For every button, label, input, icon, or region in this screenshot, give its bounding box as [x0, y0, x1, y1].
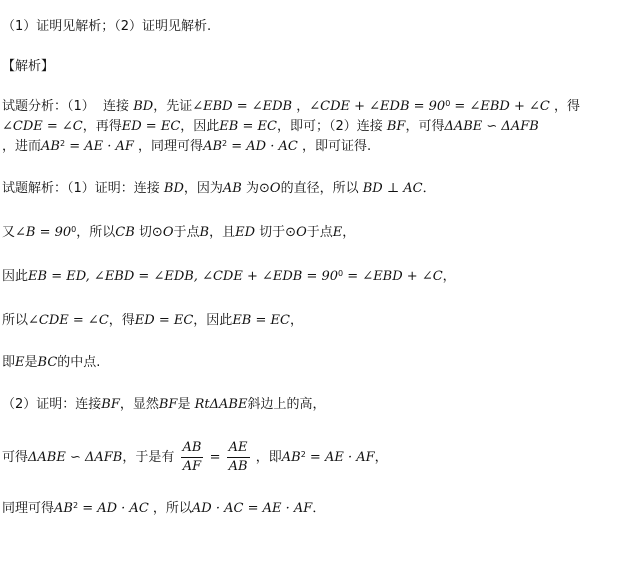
solution-line-2: 又∠B = $90^0$，所以CB 切⊙O于点B，且ED 切于⊙O于点E， [2, 225, 356, 240]
solution-line-1: 试题解析：（1）证明：连接 BD，因为AB 为⊙O的直径，所以 BD ⊥ AC． [2, 181, 436, 196]
solution-line-8: 同理可得$AB^2$ = AD · AC ，所以AD · AC = AE · AF． [2, 501, 326, 516]
solution-line-7: 可得ΔABE ∽ ΔAFB，于是有 $\frac{AB}{AF}$ = $\frac{AE}{AB}$ ，即$AB^2$ = AE · AF， [2, 440, 388, 474]
solution-line-5: 即E是BC的中点. [2, 355, 101, 370]
section-title: 【解析】 [2, 59, 55, 74]
analysis-line-3: ，进而$AB^2$ = AE · AF ，同理可得$AB^2$ = AD · AC ，即可证得. [2, 139, 372, 154]
solution-line-3: 因此EB = ED, ∠EBD = ∠EDB, ∠CDE + ∠EDB = $90^0$ = ∠EBD + ∠C， [2, 269, 456, 284]
fraction-ae-ab: $\frac{AE}{AB}$ [228, 440, 248, 474]
solution-line-6: （2）证明：连接BF，显然BF是 RtΔABE斜边上的高， [2, 397, 326, 412]
answer-line: （1）证明见解析；（2）证明见解析. [2, 19, 212, 34]
analysis-line-2: ∠CDE = ∠C，再得ED = EC，因此EB = EC，即可；（2）连接 BF，可得ΔABE ∽ ΔAFB [2, 119, 539, 134]
analysis-line-1: 试题分析：（1） 连接 BD，先证∠EBD = ∠EDB ，∠CDE + ∠EDB = $90^0$ = ∠EBD + ∠C ，得 [2, 99, 580, 114]
solution-line-4: 所以∠CDE = ∠C，得ED = EC，因此EB = EC， [2, 313, 303, 328]
fraction-ab-af: $\frac{AB}{AF}$ [182, 440, 202, 474]
